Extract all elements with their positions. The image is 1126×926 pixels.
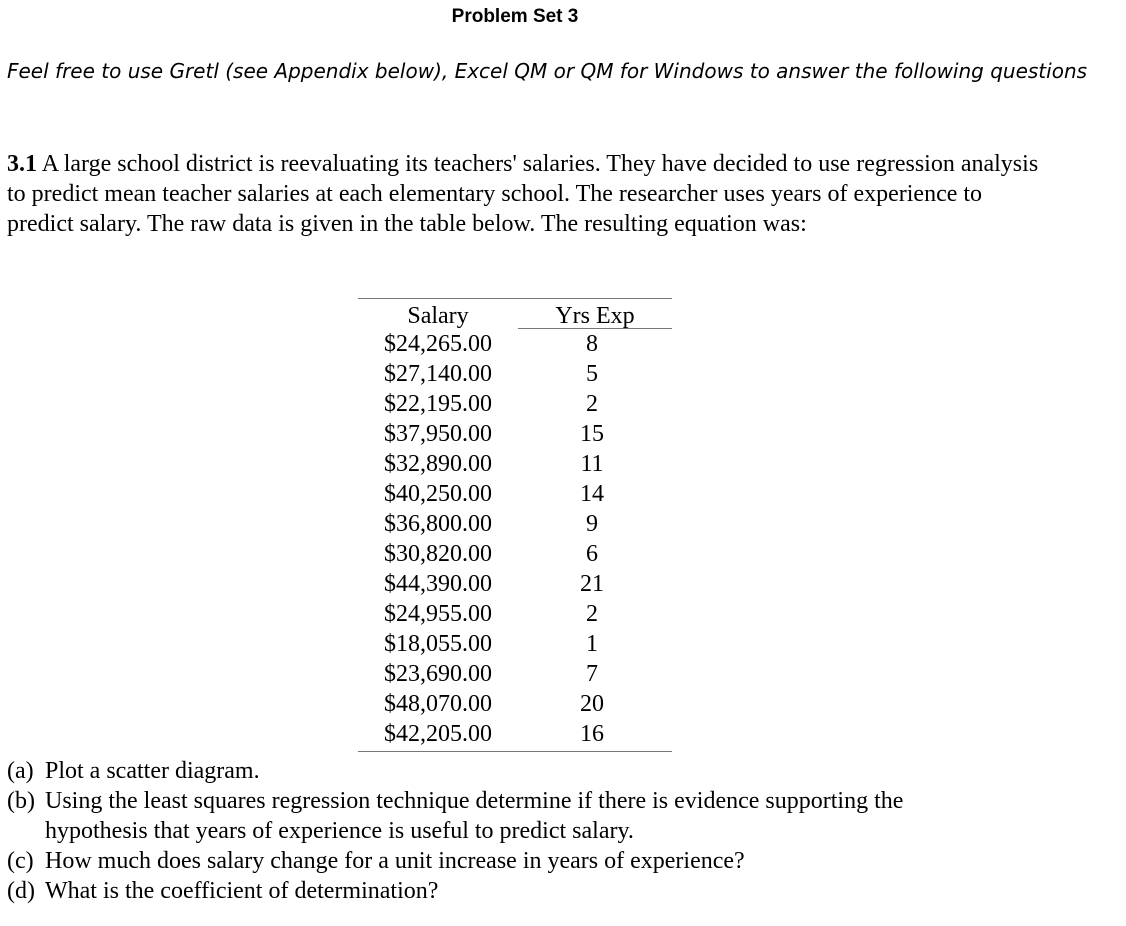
question-label: (d) — [7, 878, 35, 904]
salary-cell: $24,265.00 — [384, 331, 492, 357]
table-row — [358, 629, 672, 659]
problem-statement — [7, 149, 1047, 239]
page-title: Problem Set 3 — [451, 6, 579, 27]
question-label: (b) — [7, 788, 35, 814]
table-row — [358, 599, 672, 629]
question-item — [7, 786, 1107, 846]
yrs-exp-cell: 11 — [580, 451, 604, 477]
yrs-exp-cell: 1 — [586, 631, 598, 657]
yrs-exp-cell: 16 — [580, 721, 604, 747]
salary-cell: $23,690.00 — [384, 661, 492, 687]
question-label: (a) — [7, 758, 34, 784]
intro-text: Feel free to use Gretl (see Appendix below), Excel QM or QM for Windows to answer the following questions — [7, 59, 1088, 83]
yrs-exp-cell: 15 — [580, 421, 604, 447]
table-row — [358, 509, 672, 539]
yrs-exp-cell: 14 — [580, 481, 604, 507]
yrs-exp-cell: 8 — [586, 331, 598, 357]
yrs-exp-cell: 2 — [586, 601, 598, 627]
table-row — [358, 359, 672, 389]
yrs-exp-cell: 20 — [580, 691, 604, 717]
yrs-exp-cell: 2 — [586, 391, 598, 417]
salary-cell: $27,140.00 — [384, 361, 492, 387]
salary-cell: $44,390.00 — [384, 571, 492, 597]
salary-cell: $24,955.00 — [384, 601, 492, 627]
salary-cell: $32,890.00 — [384, 451, 492, 477]
table-row — [358, 449, 672, 479]
salary-cell: $48,070.00 — [384, 691, 492, 717]
salary-column-header: Salary — [407, 303, 469, 329]
table-header — [358, 299, 672, 329]
yrs-exp-cell: 6 — [586, 541, 598, 567]
table-body — [358, 329, 672, 751]
table-row — [358, 419, 672, 449]
table-row — [358, 719, 672, 749]
table-row — [358, 329, 672, 359]
table-row — [358, 389, 672, 419]
yrs-exp-cell: 9 — [586, 511, 598, 537]
question-text: How much does salary change for a unit increase in years of experience? — [45, 848, 745, 874]
yrs-exp-cell: 7 — [586, 661, 598, 687]
question-label: (c) — [7, 848, 34, 874]
table-row — [358, 689, 672, 719]
table-row — [358, 569, 672, 599]
question-list — [7, 756, 1107, 906]
yrs-exp-cell: 21 — [580, 571, 604, 597]
salary-cell: $30,820.00 — [384, 541, 492, 567]
question-item — [7, 846, 1107, 876]
salary-cell: $22,195.00 — [384, 391, 492, 417]
salary-cell: $42,205.00 — [384, 721, 492, 747]
problem-text: A large school district is reevaluating its teachers' salaries. They have decided to use regression analysis to predict mean teacher salaries at each elementary school. The researcher uses years of experience to predict salary. The raw data is given in the table below. The resulting equation was: — [7, 151, 1039, 237]
salary-cell: $40,250.00 — [384, 481, 492, 507]
salary-cell: $37,950.00 — [384, 421, 492, 447]
table-row — [358, 539, 672, 569]
question-text: Using the least squares regression technique determine if there is evidence supporting the hypothesis that years of experience is useful to predict salary. — [45, 788, 904, 844]
question-text: What is the coefficient of determination? — [45, 878, 439, 904]
problem-number: 3.1 — [7, 151, 37, 177]
question-item — [7, 876, 1107, 906]
table-row — [358, 479, 672, 509]
yrs-exp-column-header: Yrs Exp — [518, 299, 672, 329]
salary-table — [358, 298, 672, 752]
table-row — [358, 659, 672, 689]
question-item — [7, 756, 1107, 786]
salary-cell: $36,800.00 — [384, 511, 492, 537]
question-text: Plot a scatter diagram. — [45, 758, 260, 784]
yrs-exp-cell: 5 — [586, 361, 598, 387]
salary-cell: $18,055.00 — [384, 631, 492, 657]
